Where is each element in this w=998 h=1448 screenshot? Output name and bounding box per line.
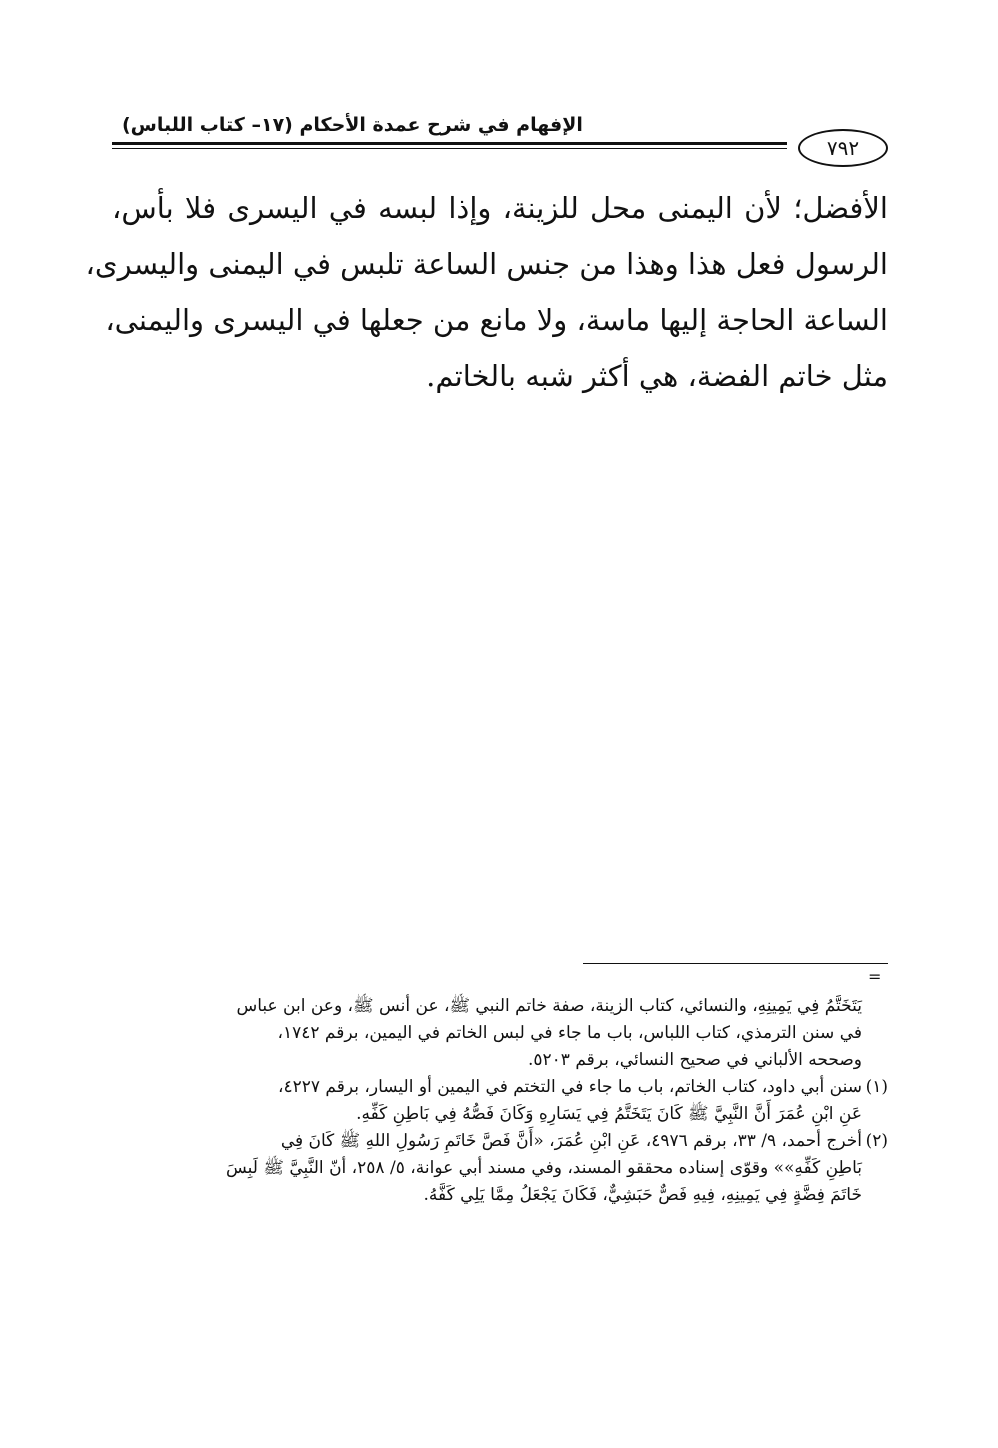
footnote-text: أخرج أحمد، ٩/ ٣٣، برقم ٤٩٧٦، عَنِ ابْنِ عُمَرَ، «أَنَّ فَصَّ خَاتَمِ رَسُولِ اللهِ ﷺ كَانَ فِي: [280, 1131, 862, 1151]
footnote-2-line: [112, 1128, 888, 1155]
footnote-1-line: [112, 1074, 888, 1101]
body-line: مثل خاتم الفضة، هي أكثر شبه بالخاتم.: [426, 359, 888, 393]
footnote-line: وصححه الألباني في صحيح النسائي، برقم ٥٢٠٣.: [527, 1050, 862, 1070]
page-header: [112, 112, 888, 182]
footnote-line: بَاطِنِ كَفِّهِ»» وقوّى إسناده محققو المسند، وفي مسند أبي عوانة، ٥/ ٢٥٨، أنّ النَّبِيَّ ﷺ لَبِسَ: [226, 1158, 862, 1178]
body-line: الرسول فعل هذا وهذا من جنس الساعة تلبس في اليمنى واليسرى،: [85, 247, 888, 281]
footnote-line: خَاتَمَ فِضَّةٍ فِي يَمِينِهِ، فِيهِ فَصٌّ حَبَشِيٌّ، فَكَانَ يَجْعَلُ مِمَّا يَلِي كَفَّهُ.: [423, 1185, 862, 1205]
body-line: الأفضل؛ لأن اليمنى محل للزينة، وإذا لبسه في اليسرى فلا بأس،: [112, 191, 888, 225]
footnote-2-marker: (٢): [865, 1131, 888, 1151]
footnotes: [112, 993, 888, 1209]
footnote-line: في سنن الترمذي، كتاب اللباس، باب ما جاء في لبس الخاتم في اليمين، برقم ١٧٤٢،: [277, 1023, 862, 1043]
header-rule-thin: [112, 148, 787, 149]
body-text: [85, 180, 888, 404]
body-line: الساعة الحاجة إليها ماسة، ولا مانع من جعلها في اليسرى واليمنى،: [105, 303, 888, 337]
header-rule-thick: [112, 142, 787, 145]
footnote-continuation-mark: =: [868, 967, 882, 986]
footnote-text: سنن أبي داود، كتاب الخاتم، باب ما جاء في التختم في اليمين أو اليسار، برقم ٤٢٢٧،: [278, 1077, 862, 1097]
footnote-1-marker: (١): [865, 1077, 888, 1097]
footnote-line: يَتَخَتَّمُ فِي يَمِينِهِ، والنسائي، كتاب الزينة، صفة خاتم النبي ﷺ، عن أنس ﷺ، وعن ابن عباس: [236, 996, 862, 1016]
running-head: الإفهام في شرح عمدة الأحكام (١٧– كتاب اللباس): [122, 114, 583, 136]
page-number: ٧٩٢: [798, 129, 888, 167]
footnote-separator: [583, 963, 888, 964]
footnote-line: عَنِ ابْنِ عُمَرَ أَنَّ النَّبِيَّ ﷺ كَانَ يَتَخَتَّمُ فِي يَسَارِهِ وَكَانَ فَصُّهُ فِي بَاطِنِ كَفِّهِ.: [356, 1104, 862, 1124]
